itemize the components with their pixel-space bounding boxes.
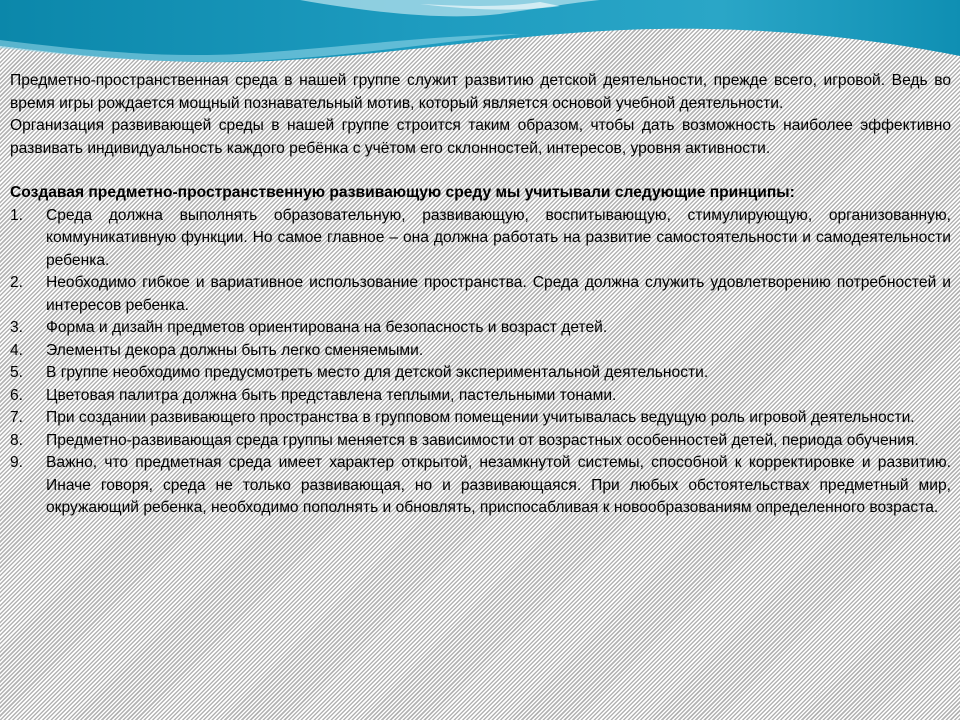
list-item — [10, 430, 951, 453]
list-item — [10, 407, 951, 430]
list-item — [10, 340, 951, 363]
list-item-number: 8. — [10, 431, 24, 449]
list-item — [10, 452, 951, 520]
list-item-number: 9. — [10, 454, 24, 471]
intro-paragraph-1: Предметно-пространственная среда в нашей группе служит развитию детской деятельности, прежде всего, игровой. Ведь во время игры рождается мощный познавательный мотив, который является основой учебной деятельности. — [10, 72, 951, 112]
list-item-text: Форма и дизайн предметов ориентирована на безопасность и возраст детей. — [46, 319, 608, 336]
list-item-number: 2. — [10, 274, 24, 291]
list-item-text: В группе необходимо предусмотреть место для детской экспериментальной деятельности. — [46, 364, 709, 381]
list-item-text: Важно, что предметная среда имеет характер открытой, незамкнутой системы, способной к корректировке и развитию. Иначе говоря, среда не только развивающая, но и развивающаяся. При любых обстоятельствах предметный мир, окружающий ребенка, необходимо пополнять и обновлять, приспосабливая к новообразованиям определенного возраста. — [46, 454, 951, 516]
list-item-text: Необходимо гибкое и вариативное использование пространства. Среда должна служить удовлетворению потребностей и интересов ребенка. — [46, 274, 951, 314]
list-item-text: Элементы декора должны быть легко сменяемыми. — [46, 341, 424, 359]
principles-heading: Создавая предметно-пространственную развивающую среду мы учитывали следующие принципы: — [10, 184, 795, 201]
slide-content — [10, 70, 951, 520]
list-item — [10, 317, 951, 340]
list-item-number: 6. — [10, 386, 24, 404]
principles-list — [10, 205, 951, 520]
list-item-number: 3. — [10, 319, 24, 336]
list-item — [10, 362, 951, 385]
intro-paragraph-2: Организация развивающей среды в нашей группе строится таким образом, чтобы дать возможность наиболее эффективно развивать индивидуальность каждого ребёнка с учётом его склонностей, интересов, уровня активности. — [10, 117, 951, 157]
list-item-text: Цветовая палитра должна быть представлена теплыми, пастельными тонами. — [46, 386, 617, 404]
list-item-number: 7. — [10, 409, 24, 426]
spacer — [10, 160, 951, 182]
list-item — [10, 205, 951, 273]
list-item-number: 4. — [10, 341, 24, 359]
list-item-text: Среда должна выполнять образовательную, развивающую, воспитывающую, стимулирующую, организованную, коммуникативную функции. Но самое главное – она должна работать на развитие самостоятельности и самодеятельности ребенка. — [46, 206, 951, 269]
list-item — [10, 385, 951, 408]
list-item-number: 5. — [10, 364, 24, 381]
list-item-number: 1. — [10, 206, 24, 224]
list-item-text: При создании развивающего пространства в групповом помещении учитывалась ведущую роль игровой деятельности. — [46, 409, 915, 426]
list-item — [10, 272, 951, 317]
list-item-text: Предметно-развивающая среда группы меняется в зависимости от возрастных особенностей детей, периода обучения. — [46, 431, 919, 449]
